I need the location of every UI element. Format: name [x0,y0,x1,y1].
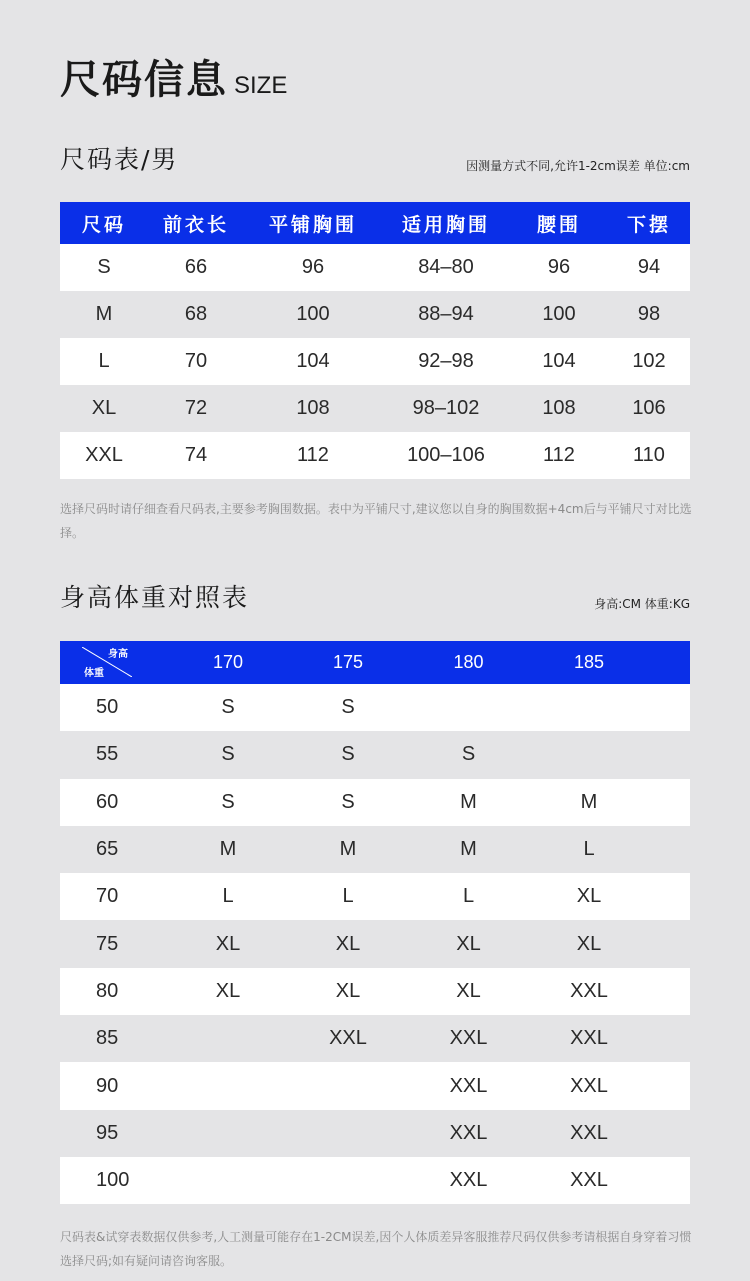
recommended-size-cell [408,684,529,731]
weight-cell: 70 [60,873,168,920]
weight-cell: 60 [60,779,168,826]
recommended-size-cell: XXL [408,1015,529,1062]
size-note: 选择尺码时请仔细查看尺码表,主要参考胸围数据。表中为平铺尺寸,建议您以自身的胸围数据+4cm后与平铺尺寸对比选择。 [60,502,692,540]
size-table-header-row [60,202,690,244]
recommended-size-cell: XL [168,968,288,1015]
size-cell: 110 [608,432,690,479]
recommended-size-cell [168,1157,288,1204]
recommended-size-cell: S [288,731,408,778]
row-spacer-cell [649,1157,690,1204]
row-spacer-cell [649,826,690,873]
table-row [60,338,690,385]
recommended-size-cell [288,1062,408,1109]
weight-cell: 95 [60,1110,168,1157]
table-row [60,1110,690,1157]
size-table [60,202,690,479]
size-header-cell: 腰围 [510,202,608,244]
size-cell: 70 [148,338,244,385]
size-cell: 74 [148,432,244,479]
page-title-cn: 尺码信息 [60,57,228,103]
size-cell: 96 [510,244,608,291]
recommended-size-cell: XXL [529,968,649,1015]
recommended-size-cell: XL [168,920,288,967]
weight-cell: 75 [60,920,168,967]
recommended-size-cell: XXL [529,1062,649,1109]
table-row [60,779,690,826]
size-cell: 92–98 [382,338,510,385]
size-cell: 84–80 [382,244,510,291]
recommended-size-cell: XXL [288,1015,408,1062]
recommended-size-cell: M [529,779,649,826]
hw-table-header-row [60,641,690,684]
corner-height-label: 身高 [108,649,128,660]
table-row [60,826,690,873]
size-header-cell: 下摆 [608,202,690,244]
size-cell: 104 [510,338,608,385]
size-cell: XXL [60,432,148,479]
row-spacer-cell [649,1110,690,1157]
size-cell: 102 [608,338,690,385]
row-spacer-cell [649,731,690,778]
table-row [60,873,690,920]
row-spacer-cell [649,920,690,967]
size-cell: 96 [244,244,382,291]
recommended-size-cell: L [408,873,529,920]
size-cell: 112 [510,432,608,479]
recommended-size-cell: XL [529,920,649,967]
table-row [60,731,690,778]
recommended-size-cell [529,684,649,731]
table-row [60,920,690,967]
recommended-size-cell: XXL [529,1110,649,1157]
recommended-size-cell [288,1157,408,1204]
table-row [60,1062,690,1109]
recommended-size-cell: S [408,731,529,778]
hw-section-title: 身高体重对照表 [60,583,250,612]
height-header-cell: 185 [529,641,649,684]
weight-cell: 80 [60,968,168,1015]
size-section-title: 尺码表/男 [60,145,179,174]
height-header-cell: 170 [168,641,288,684]
hw-corner-cell [60,641,168,684]
recommended-size-cell: M [168,826,288,873]
recommended-size-cell [529,731,649,778]
size-cell: M [60,291,148,338]
hw-section-unit: 身高:CM 体重:KG [594,597,690,611]
recommended-size-cell: S [168,779,288,826]
recommended-size-cell: XL [288,968,408,1015]
size-cell: 94 [608,244,690,291]
row-spacer-cell [649,779,690,826]
size-cell: 66 [148,244,244,291]
size-cell: XL [60,385,148,432]
size-cell: 112 [244,432,382,479]
recommended-size-cell: M [408,826,529,873]
size-cell: 108 [244,385,382,432]
recommended-size-cell: XL [408,920,529,967]
recommended-size-cell: S [288,684,408,731]
size-cell: 98–102 [382,385,510,432]
size-cell: 88–94 [382,291,510,338]
table-row [60,684,690,731]
recommended-size-cell: L [288,873,408,920]
recommended-size-cell: XL [288,920,408,967]
page-title [60,48,287,105]
hw-note: 尺码表&试穿表数据仅供参考,人工测量可能存在1-2CM误差,因个人体质差异客服推荐尺码仅供参考请根据自身穿着习惯选择尺码;如有疑问请咨询客服。 [60,1230,692,1268]
recommended-size-cell: XXL [408,1157,529,1204]
size-cell: 68 [148,291,244,338]
size-cell: 100–106 [382,432,510,479]
recommended-size-cell: XL [529,873,649,920]
weight-cell: 50 [60,684,168,731]
hw-section-header [60,578,690,614]
table-row [60,385,690,432]
recommended-size-cell: XL [408,968,529,1015]
table-row [60,968,690,1015]
row-spacer-cell [649,1062,690,1109]
size-cell: 72 [148,385,244,432]
size-cell: 100 [244,291,382,338]
table-row [60,244,690,291]
page-title-en: SIZE [234,72,288,99]
recommended-size-cell [168,1062,288,1109]
weight-cell: 100 [60,1157,168,1204]
weight-cell: 85 [60,1015,168,1062]
size-section-header [60,140,690,176]
table-row [60,432,690,479]
row-spacer-cell [649,873,690,920]
size-cell: 108 [510,385,608,432]
size-cell: 98 [608,291,690,338]
size-cell: S [60,244,148,291]
size-header-cell: 前衣长 [148,202,244,244]
size-header-cell: 适用胸围 [382,202,510,244]
size-section-unit: 因测量方式不同,允许1-2cm误差 单位:cm [466,159,690,173]
table-row [60,291,690,338]
recommended-size-cell: S [168,731,288,778]
header-spacer-cell [649,641,690,684]
recommended-size-cell: M [408,779,529,826]
weight-cell: 55 [60,731,168,778]
recommended-size-cell: L [168,873,288,920]
corner-weight-label: 体重 [84,668,104,679]
height-weight-table [60,641,690,1204]
recommended-size-cell: XXL [408,1062,529,1109]
recommended-size-cell [288,1110,408,1157]
size-cell: L [60,338,148,385]
size-cell: 100 [510,291,608,338]
size-header-cell: 尺码 [60,202,148,244]
weight-cell: 90 [60,1062,168,1109]
recommended-size-cell: S [288,779,408,826]
recommended-size-cell: XXL [408,1110,529,1157]
recommended-size-cell: XXL [529,1157,649,1204]
table-row [60,1157,690,1204]
recommended-size-cell: XXL [529,1015,649,1062]
recommended-size-cell [168,1110,288,1157]
row-spacer-cell [649,968,690,1015]
size-cell: 106 [608,385,690,432]
size-header-cell: 平铺胸围 [244,202,382,244]
height-header-cell: 175 [288,641,408,684]
recommended-size-cell [168,1015,288,1062]
size-cell: 104 [244,338,382,385]
recommended-size-cell: M [288,826,408,873]
recommended-size-cell: S [168,684,288,731]
weight-cell: 65 [60,826,168,873]
recommended-size-cell: L [529,826,649,873]
row-spacer-cell [649,1015,690,1062]
row-spacer-cell [649,684,690,731]
height-header-cell: 180 [408,641,529,684]
table-row [60,1015,690,1062]
